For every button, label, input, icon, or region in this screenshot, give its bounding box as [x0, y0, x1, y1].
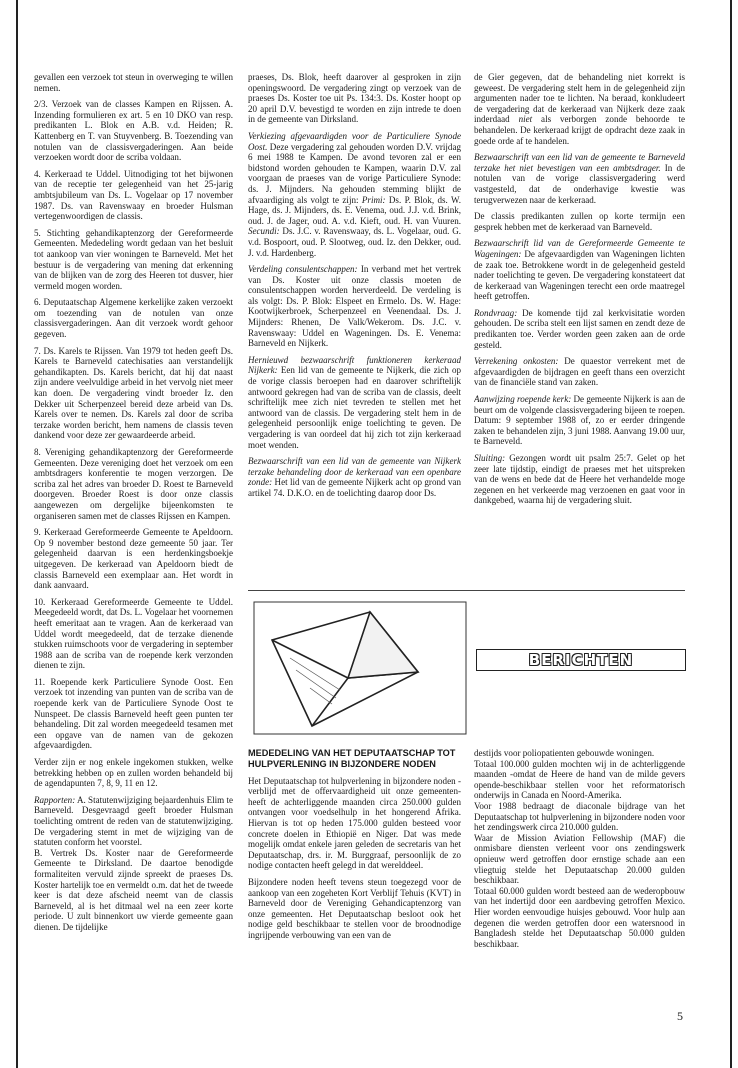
vertrek-paragraph: B. Vertrek Ds. Koster naar de Gereformeerde Gemeente te Dirksland. De daartoe benodigde formaliteiten vervuld zijnde spreekt de praeses Ds. Koster hartelijk toe en vermeldt o.m. dat het de tweede keer is dat deze afscheid neemt van de classis Barneveld, al is het ditmaal wel na een zeer korte periode. U zult binnenkort uw vierde gemeente gaan dienen. De tijdelijke — [34, 847, 233, 932]
hernieuwd-text: Een lid van de gemeente te Nijkerk, die zich op de vorige classis beroepen had en daarover schriftelijk antwoord gekregen had van de scriba van de classis, deelt schriftelijk mee zich niet tevreden te stellen met het antwoord van de classis. De vergadering stelt hem in de gelegenheid persoonlijk enige toelichting te geven. De vergadering is van oordeel dat hij zich tot zijn kerkeraad moet wenden. — [248, 365, 461, 450]
article-column-b — [474, 748, 685, 1028]
aanwijzing-paragraph — [474, 394, 685, 447]
wageningen-text: De afgevaardigden van Wageningen lichten de zaak toe. Betrokkene wordt in de gelegenheid gesteld nader toelichting te geven. De vergadering konstateert dat de kerkeraad van Wageningen terecht een orde maatregel heeft getroffen. — [474, 248, 685, 302]
col2-paragraph: praeses, Ds. Blok, heeft daarover al gesproken in zijn openingswoord. De vergadering zingt op verzoek van de praeses Ds. Koster toe uit Ps. 134:3. Ds. Koster hoopt op 20 april D.V. bevestigd te worden en zijn intrede te doen in de gemeente van Dirksland. — [248, 72, 461, 125]
rapporten-label: Rapporten: — [34, 794, 76, 805]
onkosten-label: Verrekening onkosten: — [474, 356, 559, 367]
aanwijzing-text: De gemeente Nijkerk is aan de beurt om de volgende classisvergadering bijeen te roepen. Datum: 9 september 1988 of, zo er eerder dringende zaken te behandelen zijn, 3 juni 1988. Aanvang 19.00 uur, te Barneveld. — [474, 394, 685, 447]
article-paragraph: Waar de Mission Aviation Fellowship (MAF) die onmisbare diensten verleent voor ons zendingswerk opnieuw werd getroffen door ernstige schade aan een vliegtuig stelde het Deputaatschap 20.000 gulden beschikbaar. — [474, 832, 685, 886]
bezwaar-paragraph — [248, 456, 461, 498]
primi-label: Primi: — [361, 194, 386, 205]
verdeling-text: In verband met het vertrek van Ds. Koster uit onze classis moeten de consulentschappen worden herverdeeld. De verdeling is als volgt: Ds. P. Blok: Elspeet en Ermelo. Ds. W. Hage: Kootwijkerbroek, Scherpenzeel en Veenendaal. Ds. J. Mijnders: Rhenen, De Valk/Wekerom. Ds. J.C. v. Ravenswaay: Uddel en Wageningen. Ds. E. Venema: Barneveld en Nijkerk. — [248, 264, 461, 349]
col1-paragraph: 5. Stichting gehandikaptenzorg der Gereformeerde Gemeenten. Mededeling wordt gedaan van het besluit tot aankoop van vier woningen te Barneveld. Met het bestuur is de vergadering van mening dat erkenning van de blijken van de zorg des Heeren tot dusver, hier vermeld mogen worden. — [34, 227, 233, 291]
article-paragraph: destijds voor poliopatienten gebouwde woningen. — [474, 748, 655, 758]
onkosten-paragraph — [474, 356, 685, 388]
rondvraag-text: De komende tijd zal kerkvisitatie worden gehouden. De scriba stelt een lijst samen en zendt deze de predikanten toe. Verder worden geen zaken aan de orde gesteld. — [474, 307, 685, 350]
envelope-icon — [272, 612, 418, 726]
barneveld-label: Bezwaarschrift van een lid van de gemeente te Barneveld terzake het niet bevestigen van een ambtsdrager. — [474, 152, 685, 173]
sluiting-text: Gezongen wordt uit psalm 25:7. Gelet op het zeer late tijdstip, eindigt de praeses met het uitspreken van de wens en bede dat de Heere het verhandelde moge zegenen en het verkeerde mag verzoenen en gaat voor in dankgebed, waarna hij de vergadering sluit. — [474, 453, 685, 506]
page-edge-right — [730, 0, 732, 1068]
article-paragraph: Bijzondere noden heeft tevens steun toegezegd voor de aankoop van een zogeheten Kort Verblijf Tehuis (KVT) in Barneveld door de Vereniging Gehandicaptenzorg van onze gemeenten. Het Deputaatschap besloot ook het nodige geld beschikbaar te stellen voor de broodnodige ingrijpende verbouwing van een van de — [248, 876, 461, 940]
column-2 — [248, 72, 461, 582]
hernieuwd-label: Hernieuwd bezwaarschrift funktioneren kerkeraad Nijkerk: — [248, 354, 461, 376]
rapporten-text: A. Statutenwijziging bejaardenhuis Elim te Barneveld. Desgevraagd geeft broeder Hulsman toelichting omtrent de reden van de statutenwijziging. De vergadering stemt in met de wijziging van de statuten conform het voorstel. — [34, 794, 233, 848]
verkiezing-paragraph — [248, 131, 461, 258]
article-column-a — [248, 748, 461, 1028]
col3-paragraph — [474, 72, 685, 146]
aanwijzing-label: Aanwijzing roepende kerk: — [474, 394, 572, 405]
sluiting-paragraph — [474, 453, 685, 506]
secundi-label: Secundi: — [248, 226, 280, 237]
rapporten-paragraph — [34, 795, 233, 848]
bezwaar-text: Het lid van de gemeente Nijkerk acht op grond van artikel 74. D.K.O. en de toelichting daarop door Ds. — [248, 477, 461, 498]
verdeling-paragraph — [248, 264, 461, 349]
col1-paragraph: 11. Roepende kerk Particuliere Synode Oost. Een verzoek tot inzending van punten van de scriba van de roepende kerk van de Particuliere Synode Oost te Nunspeet. De classis Barneveld heeft geen punten ter behandeling. Dit zal worden meegedeeld tesamen met een opgave van de namen van de gekozen afgevaardigden. — [34, 676, 233, 751]
article-headline: MEDEDELING VAN HET DEPUTAATSCHAP TOT HULPVERLENING IN BIJZONDERE NODEN — [248, 748, 456, 769]
col1-paragraph: 7. Ds. Karels te Rijssen. Van 1979 tot heden geeft Ds. Karels te Barneveld catechisaties aan verstandelijk gehandikapten. Ds. Karels bericht, dat hij dat naast zijn andere veelvuldige arbeid in het vervolg niet meer kan doen. De vergadering vindt broeder Iz. den Dekker uit Scherpenzeel bereid deze arbeid van Ds. Karels over te nemen. Ds. Karels zal door de scriba terzake worden bericht, hem namens de classis teven dankend voor deze zer gewaardeerde arbeid. — [34, 345, 233, 441]
barneveld-text: In de notulen van de vorige classisvergadering werd vastgesteld, dat de onderhavige kwestie was terugverwezen naar de kerkeraad. — [474, 162, 685, 205]
col1-paragraph: 2/3. Verzoek van de classes Kampen en Rijssen. A. Inzending formulieren ex art. 5 en 10 DKO van resp. predikanten L. Blok en A.B. v.d. Heiden; R. Kattenberg en T. van Stuyvenberg. B. Toezending van notulen van de classisvergaderingen. Aan beide verzoeken wordt door de scriba voldaan. — [34, 99, 233, 163]
rondvraag-label: Rondvraag: — [474, 307, 518, 318]
page-edge-left — [16, 0, 18, 1068]
wageningen-label: Bezwaarschrift lid van de Gereformeerde Gemeente te Wageningen: — [474, 238, 685, 259]
col1-paragraph: 6. Deputaatschap Algemene kerkelijke zaken verzoekt om toezending van de notulen van onze classisvergaderingen. Aan dit verzoek wordt gehoor gegeven. — [34, 297, 233, 340]
primi-text: Ds. P. Blok, ds. W. Hage, ds. J. Mijnders, ds. E. Venema, oud. J.J. v.d. Brink, oud. J. de Jager, oud. A. v.d. Kieft, oud. H. van Vuuren. — [248, 194, 461, 226]
secundi-text: Ds. J.C. v. Ravenswaay, ds. L. Vogelaar, oud. G. v.d. Bospoort, oud. P. Slootweg, oud. Iz. den Dekker, oud. J. v.d. Hardenberg. — [248, 226, 461, 258]
article-paragraph: Totaal 60.000 gulden wordt besteed aan de wederopbouw van het indertijd door een aardbeving getroffen Mexico. Hier worden eenvoudige huisjes gebouwd. Voor hulp aan degenen die werden getroffen door een watersnood in Bangladesh stelde het Deputaatschap 50.000 gulden beschikbaar. — [474, 885, 685, 949]
verkiezing-label: Verkiezing afgevaardigden voor de Particuliere Synode Oost. — [248, 130, 461, 152]
column-1 — [34, 72, 233, 1032]
article-paragraph: Voor 1988 bedraagt de diaconale bijdrage van het Deputaatschap tot hulpverlening in bijzondere noden voor het zendingswerk circa 210.000 gulden. — [474, 800, 685, 833]
article-paragraph: Totaal 100.000 gulden mochten wij in de achterliggende maanden -omdat de Heere de hand van de milde gevers opende-beschikbaar stellen voor het reformatorisch onderwijs in Canada en Noord-Amerika. — [474, 758, 685, 801]
onkosten-text: De quaestor verrekent met de afgevaardigden de bijdragen en geeft thans een overzicht van de financiële stand van zaken. — [474, 356, 685, 388]
rondvraag-paragraph — [474, 308, 685, 350]
page-number: 5 — [677, 1009, 683, 1023]
col1-paragraph: 4. Kerkeraad te Uddel. Uitnodiging tot het bijwonen van de receptie ter gelegenheid van het 25-jarig ambtsjubileum van Ds. L. Vogelaar op 17 november 1987. Ds. van Ravenswaay en broeder Hulsman vertegenwoordigen de classis. — [34, 168, 233, 222]
col3-text-rest: als verborgen zonde behoorde te behandelen. De kerkeraad krijgt de opdracht deze zaak in goede orde af te handelen. — [474, 114, 685, 146]
hernieuwd-paragraph — [248, 355, 461, 450]
col1-paragraph: Verder zijn er nog enkele ingekomen stukken, welke betrekking hebben op en zullen worden behandeld bij de agendapunten 7, 8, 9, 11 en 12. — [34, 757, 233, 789]
section-banner: BERICHTEN — [476, 649, 686, 671]
envelope-illustration — [250, 598, 470, 738]
verdeling-label: Verdeling consulentschappen: — [248, 264, 358, 275]
niet-emphasis: niet — [518, 114, 533, 125]
wageningen-paragraph — [474, 238, 685, 302]
sluiting-label: Sluiting: — [474, 453, 506, 463]
bezwaar-label: Bezwaarschrift van een lid van de gemeente van Nijkerk terzake behandeling door de kerkeraad van een openbare zonde: — [248, 456, 461, 488]
col1-paragraph: 9. Kerkeraad Gereformeerde Gemeente te Apeldoorn. Op 9 november bestond deze gemeente 50 jaar. Ter gelegenheid daarvan is een herdenkingsboekje uitgegeven. De kerkeraad van Apeldoorn biedt de classis Barneveld een exemplaar aan. Het wordt in dank aanvaard. — [34, 527, 233, 591]
section-divider — [248, 590, 685, 591]
col1-paragraph: 10. Kerkeraad Gereformeerde Gemeente te Uddel. Meegedeeld wordt, dat Ds. L. Vogelaar het voornemen heeft emeritaat aan te vragen. Aan de kerkeraad van Uddel wordt meegedeeld, dat de terzake dienende stukken ruimschoots voor de vergadering in september 1988 aan de scriba van de roepende kerk verzonden dienen te zijn. — [34, 596, 233, 671]
verkiezing-text: Deze vergadering zal gehouden worden D.V. vrijdag 6 mei 1988 te Kampen. De avond tevoren zal er een bidstond worden gehouden te Kampen, waarin D.V. zal voorgaan de praeses van de vorige Particuliere Synode: ds. J. Mijnders. Na gehouden stemming blijkt de afvaardiging als volgt te zijn: — [248, 141, 461, 205]
col3-text: de Gier gegeven, dat de behandeling niet korrekt is geweest. De vergadering stelt hem in de gelegenheid zijn argumenten nader toe te lichten. Na beraad, konkludeert de vergadering dat de kerkeraad van Nijkerk deze zaak inderdaad — [474, 72, 685, 125]
article-paragraph: Het Deputaatschap tot hulpverlening in bijzondere noden -verblijd met de offervaardigheid uit onze gemeenten- heeft de achterliggende maanden circa 250.000 gulden ontvangen voor voedselhulp in het hongerend Afrika. Hiervan is tot op heden 175.000 gulden besteed voor concrete doelen in Ethiopië en Niger. Dat was mede mogelijk omdat enkele jaren geleden de secretaris van het Deputaatschap, drs. ir. M. Burggraaf, persoonlijk de zo nodige contacten heeft gelegd in dat werelddeel. — [248, 775, 461, 871]
col1-paragraph: gevallen een verzoek tot steun in overweging te willen nemen. — [34, 72, 233, 93]
barneveld-paragraph — [474, 152, 685, 205]
col1-paragraph: 8. Vereniging gehandikaptenzorg der Gereformeerde Gemeenten. Deze vereniging doet het verzoek om een ambtsdragers konferentie te mogen verzorgen. De scriba zal het adres van broeder D. Roest te Barneveld doorgeven. Broeder Roest is door onze classis aangewezen om dergelijke bijeenkomsten te organiseren samen met de classes Rijssen en Kampen. — [34, 447, 233, 521]
predikanten-paragraph: De classis predikanten zullen op korte termijn een gesprek hebben met de kerkeraad van Barneveld. — [474, 211, 685, 232]
column-3 — [474, 72, 685, 582]
